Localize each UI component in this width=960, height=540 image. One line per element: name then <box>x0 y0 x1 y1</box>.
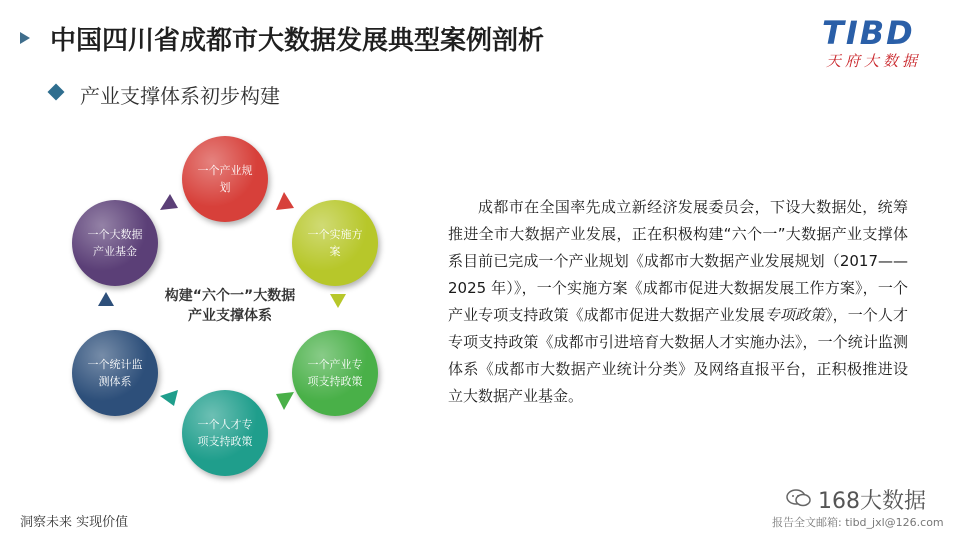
node-industry-policy-line-1: 一个产业专 <box>307 358 363 371</box>
node-industry-fund-line-2: 产业基金 <box>93 245 137 258</box>
arrow-icon <box>160 194 178 210</box>
paragraph-italic-text: 专项政策 <box>764 306 826 324</box>
page-title: 中国四川省成都市大数据发展典型案例剖析 <box>50 26 545 56</box>
section-subtitle: 产业支撑体系初步构建 <box>80 84 280 108</box>
node-industry-policy <box>292 330 378 416</box>
logo-tagline: 天府大数据 <box>826 52 922 70</box>
diagram-center-label <box>150 286 310 326</box>
arrow-icon <box>276 192 294 210</box>
node-talent-policy <box>182 390 268 476</box>
tibd-logo <box>822 14 946 70</box>
arrow-icon <box>98 292 114 306</box>
wechat-icon <box>786 488 812 508</box>
footer-slogan: 洞察未来 实现价值 <box>20 515 129 530</box>
node-talent-policy-line-2: 项支持政策 <box>197 435 253 448</box>
arrow-icon <box>160 390 178 406</box>
node-industry-policy-line-2: 项支持政策 <box>307 375 363 388</box>
node-statistics-system-line-1: 一个统计监 <box>87 358 143 371</box>
diamond-bullet-icon <box>48 84 65 101</box>
wechat-account-name: 168大数据 <box>818 489 926 514</box>
node-implementation-plan <box>292 200 378 286</box>
node-statistics-system-line-2: 测体系 <box>98 375 132 388</box>
node-industry-plan-line-2: 划 <box>219 181 231 194</box>
node-statistics-system <box>72 330 158 416</box>
footer-email: 报告全文邮箱: tibd_jxl@126.com <box>772 516 944 529</box>
paragraph-text-start: 成都市在全国率先成立新经济发展委员会，下设大数据处，统筹推进全市大数据产业发展，正在积极构建“六个一”大数据产业支撑体系目前已完成一个产业规划《成都市大数据产业发展规划（2017——2025 年）》，一个实施方案《成都市促进大数据发展工作方案》，一个产业专项支持政策《成都市促进大数据产业发展 <box>448 198 908 324</box>
node-industry-plan-line-1: 一个产业规 <box>197 164 253 177</box>
paragraph-text-end: 》，一个人才专项支持政策《成都市引进培育大数据人才实施办法》，一个统计监测体系《成都市大数据产业统计分类》及网络直报平台，正积极推进设立大数据产业基金。 <box>448 306 908 405</box>
node-industry-plan <box>182 136 268 222</box>
node-implementation-plan-line-2: 案 <box>329 245 341 258</box>
node-industry-fund <box>72 200 158 286</box>
six-one-cycle-diagram <box>50 130 410 480</box>
description-paragraph <box>448 194 908 410</box>
arrow-icon <box>330 294 346 308</box>
node-industry-fund-line-1: 一个大数据 <box>87 228 143 241</box>
play-arrow-icon <box>20 32 30 44</box>
node-implementation-plan-line-1: 一个实施方 <box>307 228 363 241</box>
arrow-icon <box>276 392 294 410</box>
center-line-2: 产业支撑体系 <box>188 308 272 324</box>
logo-wordmark: TIBD <box>822 14 915 52</box>
center-line-1: 构建“六个一”大数据 <box>164 288 296 304</box>
node-talent-policy-line-1: 一个人才专 <box>197 418 253 431</box>
slide-header <box>0 0 960 108</box>
